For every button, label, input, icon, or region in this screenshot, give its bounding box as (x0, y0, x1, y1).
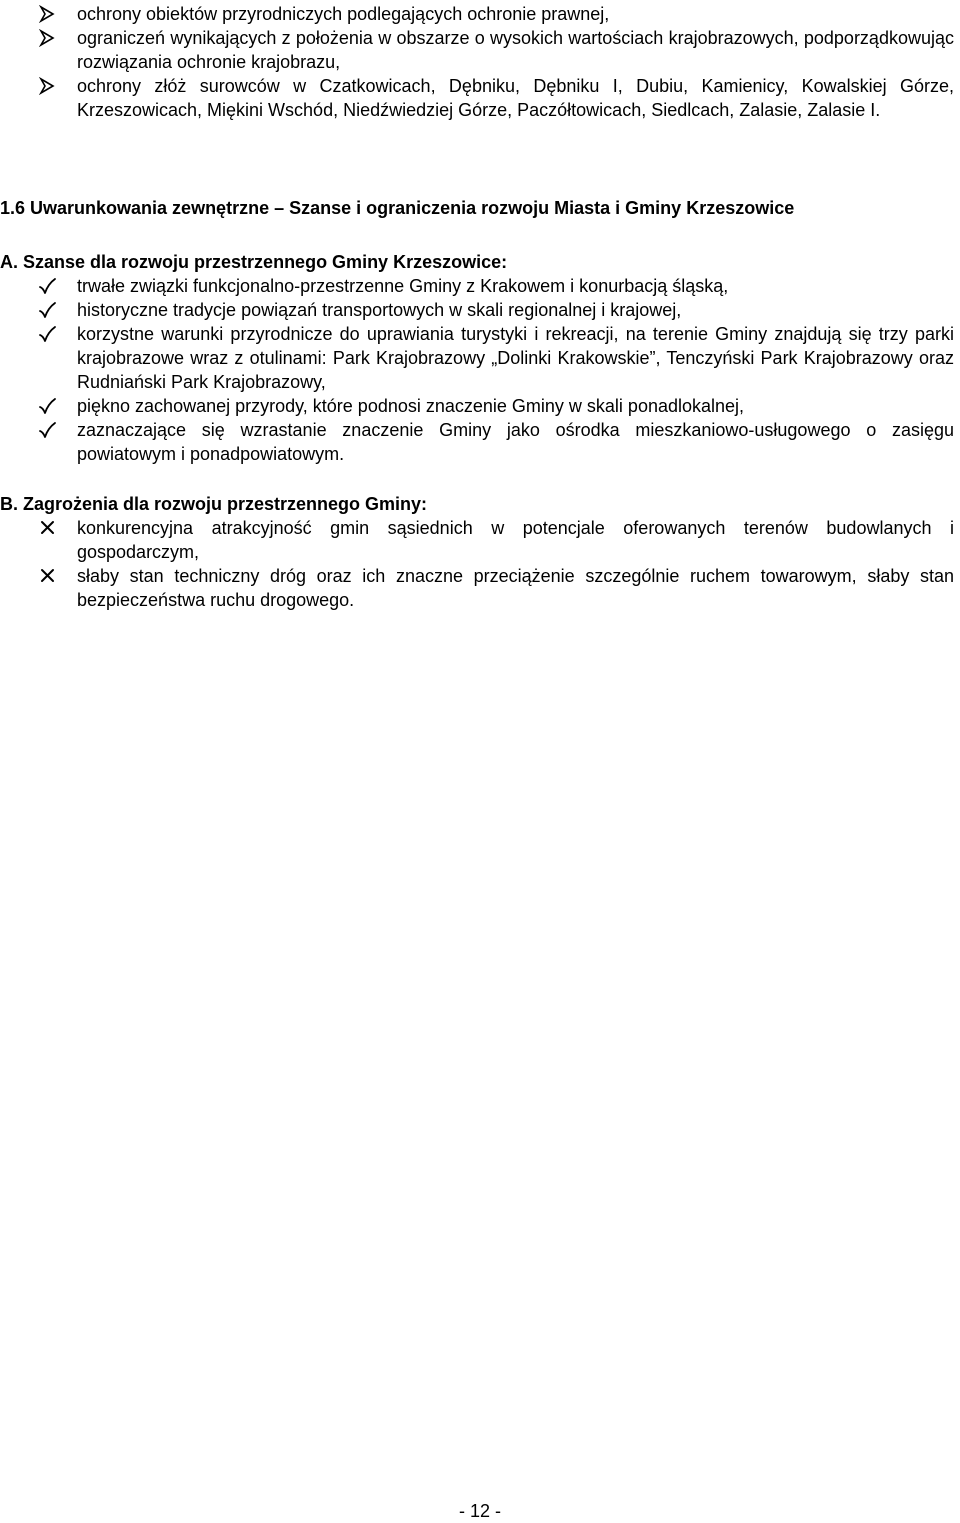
list-item-text: ograniczeń wynikających z położenia w obszarze o wysokich wartościach krajobrazowych, podporządkowując rozwiązania ochronie krajobrazu, (77, 28, 954, 72)
check-icon (38, 277, 58, 295)
threats-heading: B. Zagrożenia dla rozwoju przestrzennego Gminy: (0, 494, 428, 514)
arrow-bullet-icon (38, 29, 58, 47)
list-item-text: historyczne tradycje powiązań transportowych w skali regionalnej i krajowej, (77, 300, 682, 320)
intro-list (0, 2, 960, 122)
arrow-bullet-icon (38, 5, 58, 23)
opportunities-list (0, 274, 960, 466)
arrow-bullet-icon (38, 77, 58, 95)
list-item (0, 516, 960, 564)
list-item-text: ochrony obiektów przyrodniczych podlegających ochronie prawnej, (77, 4, 610, 24)
list-item-text: trwałe związki funkcjonalno-przestrzenne Gminy z Krakowem i konurbacją śląską, (77, 276, 729, 296)
opportunities-heading: A. Szanse dla rozwoju przestrzennego Gminy Krzeszowice: (0, 252, 508, 272)
list-item (0, 274, 960, 298)
section-heading: 1.6 Uwarunkowania zewnętrzne – Szanse i ograniczenia rozwoju Miasta i Gminy Krzeszowice (0, 198, 795, 218)
check-icon (38, 325, 58, 343)
list-item (0, 418, 960, 466)
list-item (0, 74, 960, 122)
list-item-text: słaby stan techniczny dróg oraz ich znaczne przeciążenie szczególnie ruchem towarowym, słaby stan bezpieczeństwa ruchu drogowego. (77, 566, 954, 610)
list-item-text: piękno zachowanej przyrody, które podnosi znaczenie Gminy w skali ponadlokalnej, (77, 396, 745, 416)
threats-list (0, 516, 960, 612)
check-icon (38, 301, 58, 319)
list-item (0, 394, 960, 418)
check-icon (38, 421, 58, 439)
list-item (0, 26, 960, 74)
list-item-text: zaznaczające się wzrastanie znaczenie Gminy jako ośrodka mieszkaniowo-usługowego o zasięgu powiatowym i ponadpowiatowym. (77, 420, 954, 464)
list-item (0, 2, 960, 26)
list-item (0, 322, 960, 394)
list-item-text: konkurencyjna atrakcyjność gmin sąsiednich w potencjale oferowanych terenów budowlanych i gospodarczym, (77, 518, 954, 562)
list-item (0, 564, 960, 612)
cross-icon (38, 567, 58, 585)
list-item-text: korzystne warunki przyrodnicze do uprawiania turystyki i rekreacji, na terenie Gminy znajdują się trzy parki krajobrazowe wraz z otulinami: Park Krajobrazowy „Dolinki Krakowskie”, Tenczyński Park Krajobrazowy oraz Rudniański Park Krajobrazowy, (77, 324, 954, 392)
cross-icon (38, 519, 58, 537)
check-icon (38, 397, 58, 415)
list-item (0, 298, 960, 322)
list-item-text: ochrony złóż surowców w Czatkowicach, Dębniku, Dębniku I, Dubiu, Kamienicy, Kowalskiej Górze, Krzeszowicach, Miękini Wschód, Niedźwiedziej Górze, Paczółtowicach, Siedlcach, Zalasie, Zalasie I. (77, 76, 954, 120)
page-number: - 12 - (458, 1501, 501, 1521)
